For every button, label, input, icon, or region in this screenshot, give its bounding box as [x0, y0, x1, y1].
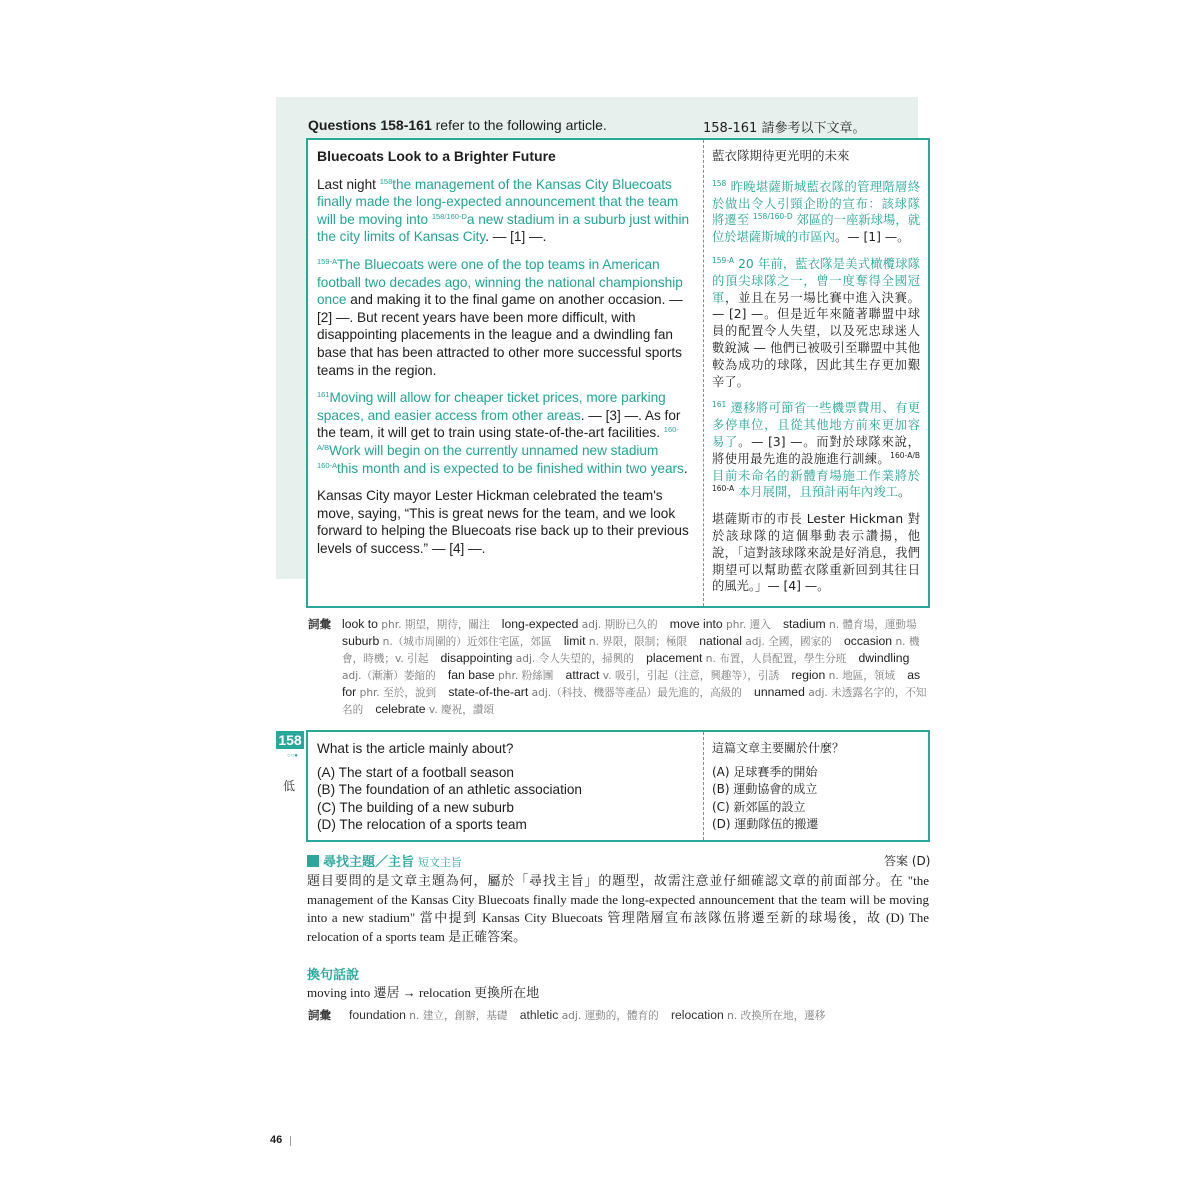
article-title-zh: 藍衣隊期待更光明的未來 [712, 148, 850, 163]
vocabulary-list [308, 616, 930, 718]
vocab-definition: adj. 期盼已久的 [578, 619, 658, 631]
article-paragraph-3: $^{161}$Moving will allow for cheaper ticket prices, more parking spaces, and easier access from other areas. — [3] —. As for the team, it will get to train using state-of-the-art facilities. $^{160-A/B}$Work will begin on the currently unnamed new stadium $^{160-A}$this month and is expected to be finished within two years. [317, 390, 688, 476]
option-a[interactable]: (A) The start of a football season [317, 764, 514, 780]
vocab-word: celebrate [375, 702, 426, 716]
vocab-word: placement [646, 651, 703, 665]
option-d-zh: (D) 運動隊伍的搬遷 [712, 817, 819, 831]
vocab-word: attract [565, 668, 600, 682]
article-paragraph-1: Last night $^{158}$the management of the Kansas City Bluecoats finally made the long-expected announcement that the team will be moving into $^{158/160-D}$a new stadium in a suburb just within the city limits of Kansas City. — [1] —. [317, 176, 690, 245]
vocab-definition: n.（城市周圍的）近郊住宅區，郊區 [379, 636, 552, 648]
explanation-vocab-word: foundation [349, 1008, 406, 1022]
question-english [317, 740, 697, 834]
page-number-divider [290, 1136, 291, 1146]
questions-header-zh: 158-161 請參考以下文章。 [703, 121, 866, 136]
vocabulary-label: 詞彙 [308, 617, 331, 631]
article-paragraph-4-zh: 堪薩斯市的市長 Lester Hickman 對於該球隊的這個舉動表示讚揚，他說，「這對該球隊來說是好消息，我們期望可以幫助藍衣隊重新回到其往日的風光。」— [4] —。 [712, 512, 920, 594]
vocab-word: suburb [342, 634, 380, 648]
article-title: Bluecoats Look to a Brighter Future [317, 148, 556, 164]
column-divider [703, 140, 704, 606]
vocab-definition: phr. 遷入 [722, 619, 771, 631]
vocab-definition: n. 地區，領域 [825, 670, 896, 682]
vocab-definition: adj.（漸漸）萎縮的 [342, 670, 436, 682]
article-paragraph-2-zh: $^{159-A}$ 20 年前，藍衣隊是美式橄欖球隊的頂尖球隊之一，曾一度奪得全國冠軍，並且在另一場比賽中進入決賽。— [2] —。但是近年來隨著聯盟中球員的配置令人失望，以及死忠球迷人數銳減 — 他們已被吸引至聯盟中其他較為成功的球隊，因此其生存更加艱辛了。 [712, 255, 920, 389]
vocab-word: limit [563, 634, 586, 648]
explanation-vocabulary-label: 詞彙 [308, 1008, 331, 1022]
vocab-definition: phr. 粉絲團 [494, 670, 554, 682]
vocab-word: long-expected [501, 617, 579, 631]
vocab-definition: adj. 令人失望的，掃興的 [512, 653, 634, 665]
vocab-word: occasion [843, 634, 893, 648]
vocab-definition: n. 機會，時機；v. 引起 [342, 636, 920, 665]
vocab-definition: v. 吸引，引起（注意，興趣等），引誘 [599, 670, 780, 682]
vocab-definition: phr. 至於，說到 [356, 687, 437, 699]
vocab-definition: phr. 期望，期待，關注 [377, 619, 490, 631]
vocab-word: fan base [447, 668, 495, 682]
explanation-vocab-definition: n. 改換所在地，遷移 [723, 1010, 826, 1022]
vocab-word: as for [342, 668, 921, 699]
explanation-body: 題目要問的是文章主題為何，屬於「尋找主旨」的題型，故需注意並仔細確認文章的前面部分。在 "the management of the Kansas City Bluecoats finally made the long-expected announcement that the team will be moving into a new stadium" 當中提到 Kansas City Bluecoats 管理階層宣布該隊伍將遷至新的球場後，故 (D) The relocation of a sports team 是正確答案。 [307, 873, 929, 944]
option-d[interactable]: (D) The relocation of a sports team [317, 817, 527, 832]
question-chinese [712, 740, 920, 834]
explanation-vocab-definition: n. 建立，創辦，基礎 [405, 1010, 508, 1022]
article-paragraph-4: Kansas City mayor Lester Hickman celebrated the team's move, saying, “This is great news for the team, and we look forward to helping the Bluecoats rise back up to their previous levels of success.” — [4] —. [317, 488, 689, 556]
explanation-vocab-definition: adj. 運動的，體育的 [558, 1010, 659, 1022]
article-box [306, 138, 930, 608]
vocab-word: state-of-the-art [448, 685, 529, 699]
vocab-definition: adj.（科技、機器等產品）最先進的，高級的 [528, 687, 742, 699]
article-chinese [712, 148, 920, 605]
difficulty-label: 低 [283, 779, 296, 793]
vocab-definition: v. 慶祝，讚頌 [425, 704, 495, 716]
vocab-word: dwindling [858, 651, 910, 665]
paraphrase-line: moving into 遷居 → relocation 更換所在地 [307, 985, 540, 1000]
article-paragraph-3-zh: $^{161}$ 遷移將可節省一些機票費用、有更多停車位，且從其他地方前來更加容易了。— [3] —。而對於球隊來說，將使用最先進的設施進行訓練。$^{160-A/B}$ 目前未命名的新體育場施工作業將於 $^{160-A}$ 本月展開，且預計兩年內竣工。 [712, 400, 920, 500]
heading-square-icon [307, 855, 319, 867]
option-c-zh: (C) 新郊區的設立 [712, 799, 806, 814]
vocab-word: disappointing [440, 651, 513, 665]
explanation-heading: 尋找主題／主旨 短文主旨 [307, 851, 462, 870]
vocab-definition: adj. 未透露名字的，不知名的 [342, 687, 927, 716]
vocab-word: look to [342, 617, 378, 631]
option-c[interactable]: (C) The building of a new suburb [317, 799, 514, 815]
explanation-vocab-word: relocation [670, 1008, 724, 1022]
explanation-vocab-word: athletic [519, 1008, 559, 1022]
page-number: 46 [270, 1134, 283, 1146]
explanation-vocabulary-entries [349, 1008, 825, 1022]
questions-header: Questions 158-161 refer to the following article. [308, 117, 607, 133]
article-paragraph-2: $^{159-A}$The Bluecoats were one of the top teams in American football two decades ago, winning the national championship once and making it to the final game on another occasion. — [2] —. But recent years have been more difficult, with disappointing placements in the league and a dwindling fan base that has been attracted to other more successful sports teams in the region. [317, 256, 683, 378]
option-b[interactable]: (B) The foundation of an athletic association [317, 782, 582, 797]
vocab-definition: n. 體育場，運動場 [825, 619, 917, 631]
vocab-word: stadium [782, 617, 826, 631]
question-stem: What is the article mainly about? [317, 741, 514, 756]
question-number-badge: 158 [276, 731, 304, 749]
vocab-definition: adj. 全國，國家的 [741, 636, 832, 648]
question-divider [703, 732, 704, 840]
question-box [306, 730, 930, 842]
option-b-zh: (B) 運動協會的成立 [712, 782, 818, 796]
answer-label: 答案 (D) [884, 854, 931, 868]
option-a-zh: (A) 足球賽季的開始 [712, 764, 818, 779]
vocab-word: unnamed [754, 685, 805, 699]
explanation-vocabulary [308, 1007, 825, 1023]
vocab-word: region [791, 668, 826, 682]
vocab-definition: n. 布置，人員配置，學生分班 [702, 653, 847, 665]
article-english [317, 148, 697, 567]
vocab-word: move into [669, 617, 723, 631]
question-stem-zh: 這篇文章主要關於什麼？ [712, 741, 845, 755]
vocab-definition: n. 界限，限制；極限 [585, 636, 688, 648]
article-paragraph-1-zh: $^{158}$ 昨晚堪薩斯城藍衣隊的管理階層終於做出令人引頸企盼的宣布：該球隊將遷至 $^{158/160-D}$ 郊區的一座新球場，就位於堪薩斯城的市區內。— [1] —。 [712, 178, 920, 245]
difficulty-indicator: ○○● [287, 753, 298, 759]
vocab-word: national [699, 634, 742, 648]
vocabulary-entries [342, 616, 930, 718]
paraphrase-heading: 換句話說 [307, 968, 360, 983]
